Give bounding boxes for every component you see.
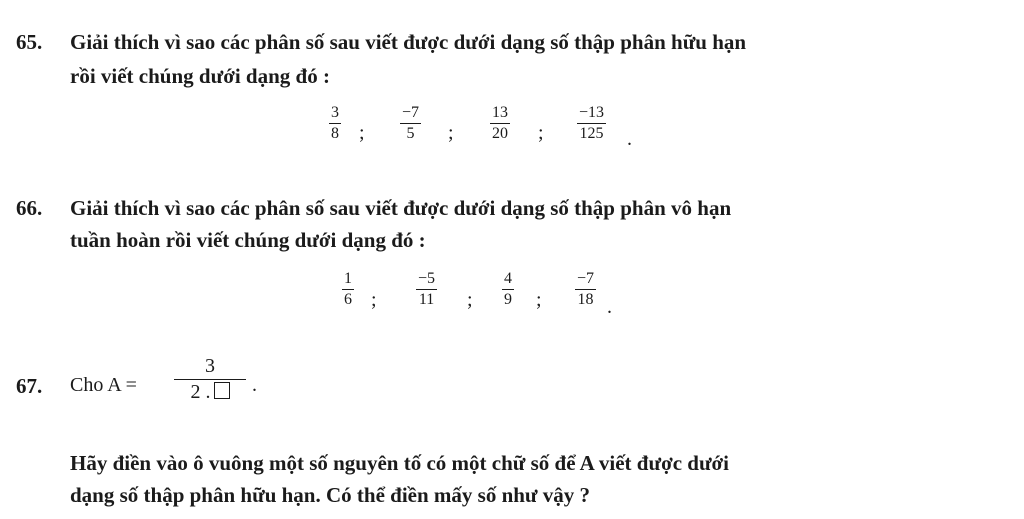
problem-text-line-2: tuần hoàn rồi viết chúng dưới dạng đó : <box>70 228 426 252</box>
problem-text-line-2: dạng số thập phân hữu hạn. Có thể điền mấy số như vậy ? <box>70 483 591 507</box>
problem-text-line-1: Giải thích vì sao các phân số sau viết được dưới dạng số thập phân hữu hạn <box>70 30 747 54</box>
end-period: . <box>252 374 257 396</box>
blank-square <box>214 382 230 399</box>
end-period: . <box>607 296 612 318</box>
separator: ; <box>536 289 542 311</box>
fraction-1: 1 6 <box>344 270 352 308</box>
separator: ; <box>359 122 365 144</box>
denominator-factor: 2 . <box>190 381 211 403</box>
problem-number: 66. <box>16 196 43 220</box>
problem-text-line-1: Hãy điền vào ô vuông một số nguyên tố có một chữ số để A viết được dưới <box>70 451 730 475</box>
problem-number: 67. <box>16 374 43 398</box>
fraction-a: 3 2 . <box>174 355 246 404</box>
problem-text-line-1: Giải thích vì sao các phân số sau viết được dưới dạng số thập phân vô hạn <box>70 196 732 220</box>
fraction-4: −13 125 <box>579 104 605 142</box>
separator: ; <box>371 289 377 311</box>
separator: ; <box>538 122 544 144</box>
fraction-1: 3 8 <box>331 104 339 142</box>
fraction-4: −7 18 <box>577 270 595 308</box>
fraction-2: −5 11 <box>418 270 436 308</box>
separator: ; <box>467 289 473 311</box>
problem-number: 65. <box>16 30 43 54</box>
fraction-3: 4 9 <box>504 270 512 308</box>
definition-intro: Cho A = <box>70 374 137 396</box>
separator: ; <box>448 122 454 144</box>
fraction-2: −7 5 <box>402 104 420 142</box>
fraction-3: 13 20 <box>492 104 508 142</box>
end-period: . <box>627 128 632 150</box>
problem-text-line-2: rồi viết chúng dưới dạng đó : <box>70 64 330 88</box>
